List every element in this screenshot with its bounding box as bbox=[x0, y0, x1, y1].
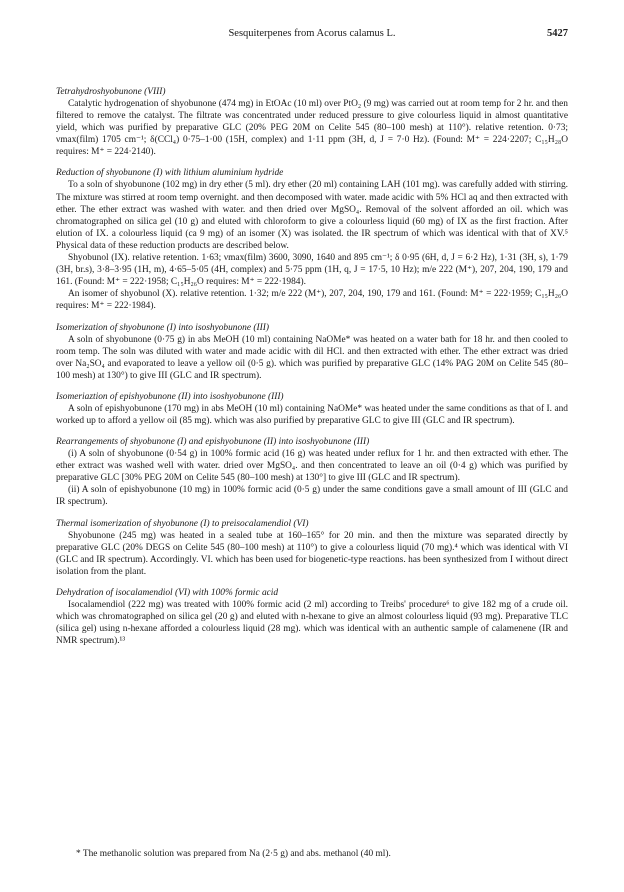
section-title: Rearrangements of shyobunone (I) and epishyobunone (II) into isoshyobunone (III) bbox=[56, 437, 370, 448]
footnote: * The methanolic solution was prepared from Na (2·5 g) and abs. methanol (40 ml). bbox=[76, 849, 391, 859]
section-dehydration bbox=[56, 587, 568, 647]
page-number: 5427 bbox=[547, 28, 568, 39]
section-thermal-isomerization bbox=[56, 518, 568, 578]
paragraph: A soln of shyobunone (0·75 g) in abs MeOH (10 ml) containing NaOMe* was heated on a water bath for 18 hr. and then cooled to room temp. The soln was diluted with water and made acidic with dil HCl. and then extracted with ether. The ether extract was dried over Na₂SO₄ and evaporated to leave a yellow oil (0·5 g). which was purified by preparative GLC (14% PAG 20M on Celite 545 (80–100 mesh) at 130°) to give III (GLC and IR spectrum). bbox=[56, 334, 568, 381]
section-title: Thermal isomerization of shyobunone (I) to preisocalamendiol (VI) bbox=[56, 518, 309, 529]
section-isomerization-shyobunone bbox=[56, 322, 568, 382]
paragraph: Catalytic hydrogenation of shyobunone (474 mg) in EtOAc (10 ml) over PtO₂ (9 mg) was carried out at room temp for 2 hr. and then filtered to remove the catalyst. The filtrate was concentrated under reduced pressure to give colourless liquid in almost quantitative yield, which was purified by preparative GLC (20% PEG 20M on Celite 545 (80–100 mesh) at 110°). relative retention. 0·73; νmax(film) 1705 cm⁻¹; δ(CCl₄) 0·75–1·00 (15H, complex) and 1·11 ppm (3H, d, J = 7·0 Hz). (Found: M⁺ = 224·2207; C₁₅H₂₈O requires: M⁺ = 224·2140). bbox=[56, 99, 568, 158]
paragraph: Shyobunone (245 mg) was heated in a sealed tube at 160–165° for 20 min. and then the mixture was separated directly by preparative GLC (20% DEGS on Celite 545 (80–100 mesh) at 110°) to give a colourless liquid (70 mg).⁴ which was identical with VI (GLC and IR spectrum). Accordingly. VI. which has been used for biogenetic-type reactions. has been synthesized from I without direct isolation from the plant. bbox=[56, 530, 568, 577]
running-header bbox=[56, 28, 568, 46]
paragraph: (i) A soln of shyobunone (0·54 g) in 100% formic acid (16 g) was heated under reflux for 1 hr. and then extracted with ether. The ether extract was washed well with water. dried over MgSO₄. and then concentrated to leave an oil (0·4 g) which was purified by preparative GLC [30% PEG 20M on Celite 545 (80–100 mesh) at 130°] to give III (GLC and IR spectrum). bbox=[56, 449, 568, 484]
section-title: Reduction of shyobunone (I) with lithium aluminium hydride bbox=[56, 168, 284, 179]
section-rearrangements bbox=[56, 436, 568, 508]
section-title: Isomerization of shyobunone (I) into isoshyobunone (III) bbox=[56, 322, 269, 333]
paragraph: (ii) A soln of epishyobunone (10 mg) in 100% formic acid (0·5 g) under the same conditions gave a small amount of III (GLC and IR spectrum). bbox=[56, 485, 568, 508]
running-title: Sesquiterpenes from Acorus calamus L. bbox=[228, 28, 396, 39]
paragraph: Isocalamendiol (222 mg) was treated with 100% formic acid (2 ml) according to Treibs' procedure⁶ to give 182 mg of a crude oil. which was chromatographed on silica gel (20 g) and eluted with n-hexane to give an almost colourless liquid (93 mg). Preparative TLC (silica gel) using n-hexane afforded a colourless liquid (28 mg). which was identical with an authentic sample of calamenene (IR and NMR spectrum).¹³ bbox=[56, 599, 568, 647]
paragraph: To a soln of shyobunone (102 mg) in dry ether (5 ml). dry ether (20 ml) containing LAH (101 mg). was carefully added with stirring. The mixture was stirred at room temp overnight. and then decomposed with water. made acidic with 5% HCl aq and then extracted with ether. The ether extract was washed with water. and then dried over MgSO₄. Removal of the solvent afforded an oil. which was chromatographed on silica gel (10 g) and eluted with chloroform to give a colourless liquid (60 mg) of IX as the first fraction. After elution of IX. a colourless liquid (ca 9 mg) of an isomer (X) was isolated. the IR spectrum of which was identical with that of XV.⁵ Physical data of these reduction products are described below. bbox=[56, 180, 568, 251]
paragraph: An isomer of shyobunol (X). relative retention. 1·32; m/e 222 (M⁺), 207, 204, 190, 179 and 161. (Found: M⁺ = 222·1959; C₁₅H₂₆O requires: M⁺ = 222·1984). bbox=[56, 289, 568, 312]
section-isomerization-epishyobunone bbox=[56, 391, 568, 427]
section-title: Tetrahydroshyobunone (VIII) bbox=[56, 87, 166, 97]
section-tetrahydroshyobunone bbox=[56, 86, 568, 158]
section-lah-reduction bbox=[56, 167, 568, 312]
paragraph: Shyobunol (IX). relative retention. 1·63; νmax(film) 3600, 3090, 1640 and 895 cm⁻¹; δ 0·95 (6H, d, J = 6·2 Hz), 1·31 (3H, s), 1·79 (3H, br.s), 3·8–3·95 (1H, m), 4·65–5·05 (4H, complex) and 5·75 ppm (1H, q, J = 17·5, 10 Hz); m/e 222 (M⁺), 207, 204, 190, 179 and 161. (Found: M⁺ = 222·1958; C₁₅H₂₆O requires: M⁺ = 222·1984). bbox=[56, 253, 568, 288]
section-title: Dehydration of isocalamendiol (VI) with 100% formic acid bbox=[56, 587, 279, 598]
paragraph: A soln of epishyobunone (170 mg) in abs MeOH (10 ml) containing NaOMe* was heated under the same conditions as that of I. and worked up to afford a yellow oil (85 mg). which was also purified by preparative GLC to give III (GLC and IR spectrum). bbox=[56, 403, 568, 426]
section-title: Isomeriaztion of epishyobunone (II) into isoshyobunone (III) bbox=[56, 391, 284, 402]
